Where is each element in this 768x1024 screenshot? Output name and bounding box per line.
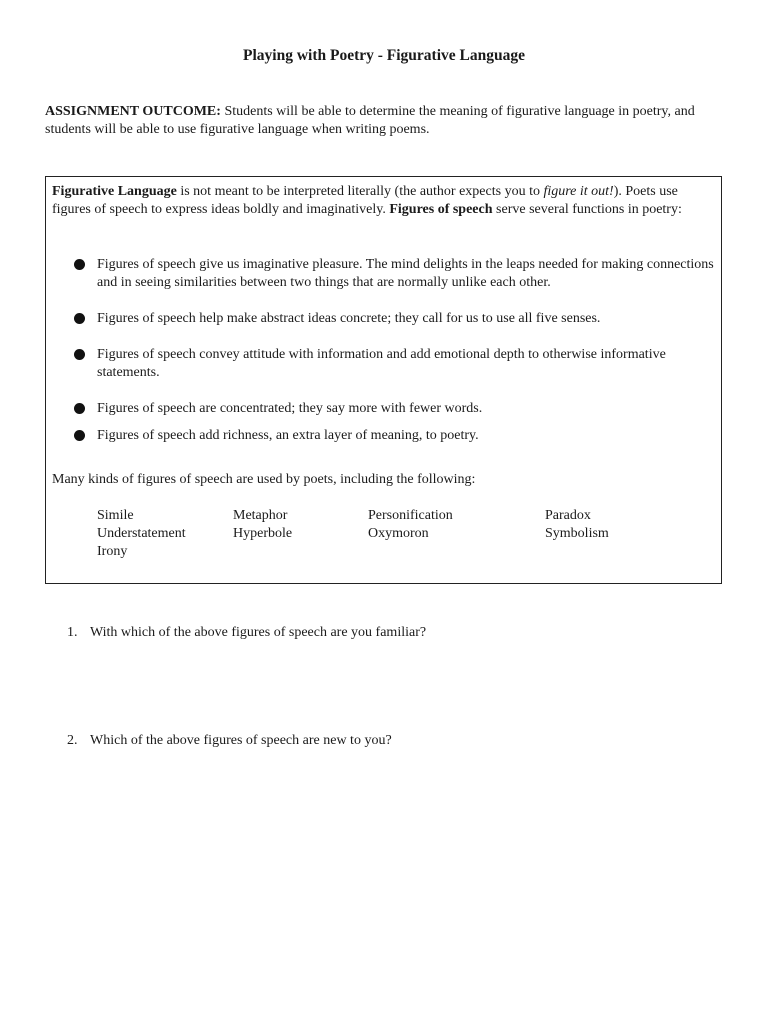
bullet-icon: [74, 259, 85, 270]
question-text: With which of the above figures of speech are you familiar?: [90, 625, 427, 640]
figures-row: [97, 525, 697, 543]
box-intro: [52, 183, 716, 219]
assignment-outcome: [45, 103, 735, 139]
intro-text-1: is not meant to be interpreted literally (the author expects you to: [176, 184, 544, 199]
figures-row: [97, 507, 697, 525]
figures-of-speech-grid: [97, 507, 697, 561]
term-figures-of-speech: Figures of speech: [389, 202, 493, 217]
page-title: Playing with Poetry - Figurative Language: [243, 47, 525, 64]
figure-term: Irony: [97, 544, 128, 559]
outcome-label: ASSIGNMENT OUTCOME:: [45, 104, 221, 119]
term-figurative-language: Figurative Language: [52, 184, 177, 199]
bullet-text: Figures of speech help make abstract ideas concrete; they call for us to use all five senses.: [97, 311, 601, 326]
figures-row: [97, 543, 697, 561]
intro-italic: figure it out!: [543, 184, 614, 199]
figure-term: Personification: [368, 508, 453, 523]
figure-term: Understatement: [97, 526, 186, 541]
bullet-text: Figures of speech add richness, an extra layer of meaning, to poetry.: [97, 428, 479, 443]
question-number: 1.: [67, 625, 78, 640]
figurative-language-box: [45, 176, 722, 584]
bullet-icon: [74, 349, 85, 360]
kinds-intro: Many kinds of figures of speech are used by poets, including the following:: [52, 472, 476, 487]
figure-term: Metaphor: [233, 508, 288, 523]
figure-term: Hyperbole: [233, 526, 293, 541]
bullet-text: Figures of speech give us imaginative pleasure. The mind delights in the leaps needed for making connections and in seeing similarities between two things that are normally unlike each other.: [97, 257, 714, 290]
figure-term: Simile: [97, 508, 134, 523]
question-text: Which of the above figures of speech are new to you?: [90, 733, 392, 748]
figure-term: Oxymoron: [368, 526, 429, 541]
intro-text-2: ). Poets use figures of speech to express ideas boldly and imaginatively.: [52, 184, 678, 217]
bullet-icon: [74, 313, 85, 324]
bullet-text: Figures of speech are concentrated; they say more with fewer words.: [97, 401, 483, 416]
question-number: 2.: [67, 733, 78, 748]
outcome-text: Students will be able to determine the meaning of figurative language in poetry, and students will be able to use figurative language when writing poems.: [45, 104, 695, 137]
bullet-text: Figures of speech convey attitude with information and add emotional depth to otherwise informative statements.: [97, 347, 666, 380]
intro-text-3: serve several functions in poetry:: [492, 202, 682, 217]
figure-term: Symbolism: [545, 526, 609, 541]
bullet-icon: [74, 403, 85, 414]
bullet-icon: [74, 430, 85, 441]
figure-term: Paradox: [545, 508, 591, 523]
